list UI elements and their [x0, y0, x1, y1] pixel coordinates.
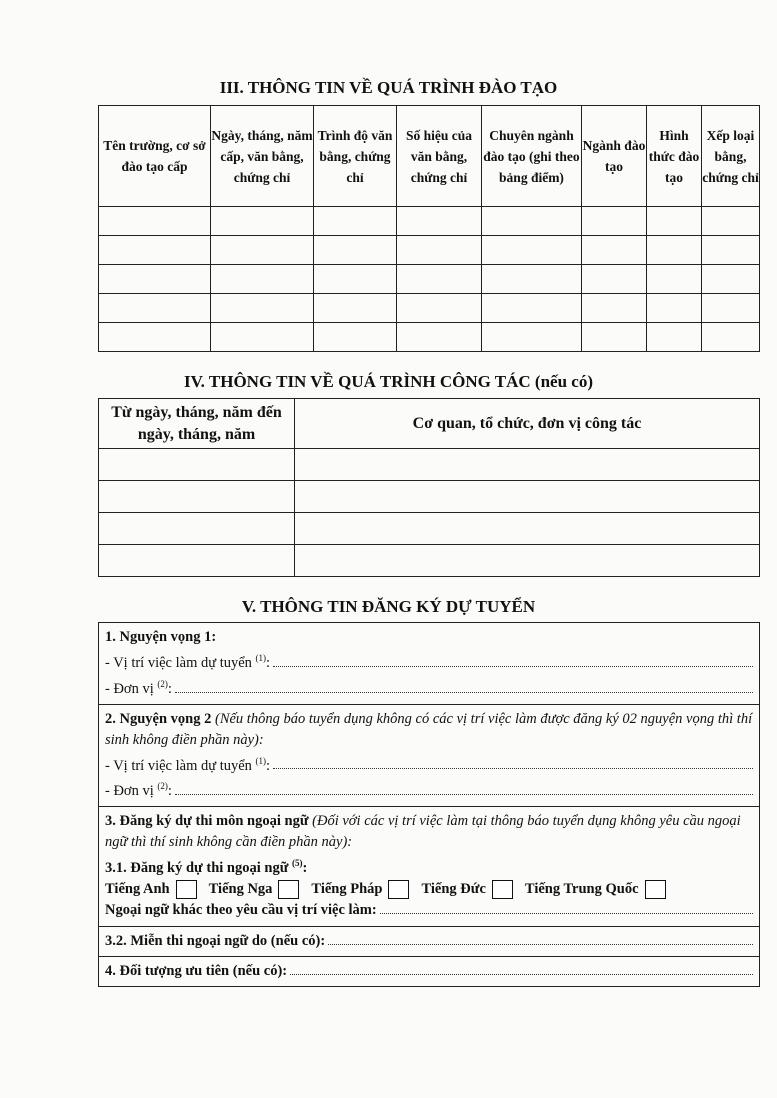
table-cell[interactable] — [647, 207, 702, 236]
other-language-label: Ngoại ngữ khác theo yêu cầu vị trí việc làm: — [105, 902, 377, 919]
wish-1-heading: 1. Nguyện vọng 1: — [105, 629, 217, 645]
table-cell[interactable] — [295, 449, 760, 481]
table-header-row — [99, 106, 760, 207]
language-heading: 3. Đăng ký dự thi môn ngoại ngữ — [105, 813, 309, 830]
table-row — [99, 207, 760, 236]
col-header-organization: Cơ quan, tổ chức, đơn vị công tác — [295, 399, 760, 449]
footnote-ref: (5) — [292, 858, 303, 869]
table-cell[interactable] — [482, 294, 582, 323]
col-header-field: Ngành đào tạo — [582, 106, 647, 207]
table-row — [99, 323, 760, 352]
option-russian[interactable] — [209, 879, 300, 900]
table-cell[interactable] — [647, 265, 702, 294]
table-cell[interactable] — [582, 207, 647, 236]
wish-2-unit-label: - Đơn vị — [105, 783, 154, 800]
language-intro — [105, 811, 753, 853]
dotted-line — [273, 654, 753, 667]
table-cell[interactable] — [99, 449, 295, 481]
table-cell[interactable] — [314, 207, 397, 236]
table-cell[interactable] — [314, 323, 397, 352]
table-cell[interactable] — [99, 323, 211, 352]
table-cell[interactable] — [702, 236, 760, 265]
wish-1-unit-field[interactable] — [105, 674, 753, 700]
wish-1-position-label: - Vị trí việc làm dự tuyển — [105, 654, 252, 671]
footnote-ref: (1) — [255, 653, 267, 663]
col-header-level: Trình độ văn bằng, chứng chỉ — [314, 106, 397, 207]
table-cell[interactable] — [397, 294, 482, 323]
priority-cell — [99, 957, 760, 987]
dotted-line — [290, 962, 753, 975]
language-row — [99, 807, 760, 927]
table-row — [99, 513, 760, 545]
table-cell[interactable] — [702, 323, 760, 352]
wish-2-unit-field[interactable] — [105, 776, 753, 802]
wish-2-row — [99, 704, 760, 807]
option-german[interactable] — [421, 879, 512, 900]
exempt-field[interactable] — [105, 931, 753, 952]
option-label: Tiếng Trung Quốc — [524, 881, 639, 898]
table-cell[interactable] — [295, 481, 760, 513]
col-header-school: Tên trường, cơ sở đào tạo cấp — [99, 106, 211, 207]
table-cell[interactable] — [397, 265, 482, 294]
table-cell[interactable] — [295, 545, 760, 577]
wish-1-unit-label: - Đơn vị — [105, 680, 154, 697]
table-cell[interactable] — [647, 236, 702, 265]
registration-table — [98, 622, 760, 987]
wish-1-cell — [99, 623, 760, 705]
table-cell[interactable] — [482, 323, 582, 352]
language-sub-heading: 3.1. Đăng ký dự thi ngoại ngữ — [105, 860, 289, 877]
table-row — [99, 481, 760, 513]
exempt-label: 3.2. Miễn thi ngoại ngữ do (nếu có): — [105, 933, 326, 950]
table-row — [99, 265, 760, 294]
english-checkbox[interactable] — [176, 880, 197, 899]
option-french[interactable] — [311, 879, 409, 900]
wish-2-position-label: - Vị trí việc làm dự tuyển — [105, 757, 252, 774]
table-row — [99, 449, 760, 481]
option-label: Tiếng Pháp — [311, 881, 383, 898]
exempt-cell — [99, 927, 760, 957]
priority-label: 4. Đối tượng ưu tiên (nếu có): — [105, 963, 288, 980]
dotted-line — [380, 901, 753, 914]
footnote-ref: (1) — [255, 755, 267, 766]
french-checkbox[interactable] — [388, 880, 409, 899]
wish-1-position-field[interactable] — [105, 648, 753, 674]
chinese-checkbox[interactable] — [645, 880, 666, 899]
table-cell[interactable] — [647, 323, 702, 352]
wish-2-intro — [105, 709, 753, 751]
table-cell[interactable] — [99, 545, 295, 577]
table-cell[interactable] — [99, 513, 295, 545]
col-header-form: Hình thức đào tạo — [647, 106, 702, 207]
wish-2-position-label-wrap: - Vị trí việc làm dự tuyển $^{(1)}$: — [105, 755, 271, 774]
col-header-period: Từ ngày, tháng, năm đến ngày, tháng, năm — [99, 399, 295, 449]
col-header-major: Chuyên ngành đào tạo (ghi theo bảng điểm) — [482, 106, 582, 207]
dotted-line — [273, 756, 753, 769]
option-label: Tiếng Anh — [105, 881, 170, 898]
option-chinese[interactable] — [525, 879, 666, 900]
col-header-issue-date: Ngày, tháng, năm cấp, văn bằng, chứng chỉ — [211, 106, 314, 207]
work-history-table — [98, 398, 760, 577]
option-label: Tiếng Đức — [421, 881, 486, 898]
priority-row — [99, 957, 760, 987]
priority-field[interactable] — [105, 961, 753, 982]
table-cell[interactable] — [582, 236, 647, 265]
table-cell[interactable] — [482, 236, 582, 265]
language-sub-heading-wrap: 3.1. Đăng ký dự thi ngoại ngữ $^{(5)}$: — [105, 858, 308, 877]
footnote-ref: (2) — [157, 781, 168, 792]
table-cell[interactable] — [702, 294, 760, 323]
section-5-title: V. THÔNG TIN ĐĂNG KÝ DỰ TUYỂN — [241, 597, 536, 616]
col-header-cert-number: Số hiệu của văn bằng, chứng chỉ — [397, 106, 482, 207]
section-3-title: III. THÔNG TIN VỀ QUÁ TRÌNH ĐÀO TẠO — [219, 78, 558, 97]
col-header-grade: Xếp loại bằng, chứng chỉ — [702, 106, 760, 207]
table-cell[interactable] — [482, 207, 582, 236]
wish-2-note: (Nếu thông báo tuyển dụng không có các vị trí việc làm được đăng ký 02 nguyện vọng thì thí sinh không điền phần này): — [105, 710, 753, 748]
dotted-line — [328, 932, 753, 945]
table-header-row — [99, 399, 760, 449]
table-cell[interactable] — [647, 294, 702, 323]
table-cell[interactable] — [295, 513, 760, 545]
table-cell[interactable] — [702, 265, 760, 294]
dotted-line — [175, 782, 753, 795]
table-cell[interactable] — [99, 481, 295, 513]
table-cell[interactable] — [582, 323, 647, 352]
table-cell[interactable] — [99, 236, 211, 265]
language-note: (Đối với các vị trí việc làm tại thông báo tuyển dụng không yêu cầu ngoại ngữ thì thí sinh không cần điền phần này): — [105, 813, 741, 851]
table-cell[interactable] — [211, 207, 314, 236]
table-row — [99, 294, 760, 323]
table-cell[interactable] — [397, 207, 482, 236]
wish-1-unit-label-wrap: - Đơn vị $^{(2)}$: — [105, 678, 172, 697]
table-cell[interactable] — [314, 294, 397, 323]
other-language-field[interactable] — [105, 900, 753, 921]
wish-2-position-field[interactable] — [105, 751, 753, 777]
table-cell[interactable] — [482, 265, 582, 294]
section-4-title: IV. THÔNG TIN VỀ QUÁ TRÌNH CÔNG TÁC (nếu có) — [183, 372, 594, 391]
table-cell[interactable] — [397, 323, 482, 352]
table-cell[interactable] — [582, 265, 647, 294]
exempt-row — [99, 927, 760, 957]
table-cell[interactable] — [314, 236, 397, 265]
training-table — [98, 105, 760, 352]
option-label: Tiếng Nga — [208, 881, 273, 898]
language-options — [105, 879, 753, 900]
table-row — [99, 236, 760, 265]
table-cell[interactable] — [397, 236, 482, 265]
table-cell[interactable] — [99, 207, 211, 236]
table-cell[interactable] — [211, 265, 314, 294]
table-cell[interactable] — [99, 294, 211, 323]
wish-1-position-label-wrap: - Vị trí việc làm dự tuyển $^{(1)}$: — [105, 653, 271, 671]
dotted-line — [175, 680, 753, 693]
table-cell[interactable] — [582, 294, 647, 323]
table-cell[interactable] — [702, 207, 760, 236]
table-cell[interactable] — [314, 265, 397, 294]
table-cell[interactable] — [211, 236, 314, 265]
russian-checkbox[interactable] — [278, 880, 299, 899]
table-cell[interactable] — [211, 294, 314, 323]
wish-2-unit-label-wrap: - Đơn vị $^{(2)}$: — [105, 781, 172, 800]
option-english[interactable] — [105, 879, 197, 900]
wish-1-row — [99, 623, 760, 705]
footnote-ref: (2) — [157, 678, 168, 689]
german-checkbox[interactable] — [492, 880, 513, 899]
table-cell[interactable] — [99, 265, 211, 294]
table-row — [99, 545, 760, 577]
table-cell[interactable] — [211, 323, 314, 352]
wish-2-cell — [99, 704, 760, 807]
wish-2-heading: 2. Nguyện vọng 2 — [105, 710, 212, 727]
language-cell — [99, 807, 760, 927]
